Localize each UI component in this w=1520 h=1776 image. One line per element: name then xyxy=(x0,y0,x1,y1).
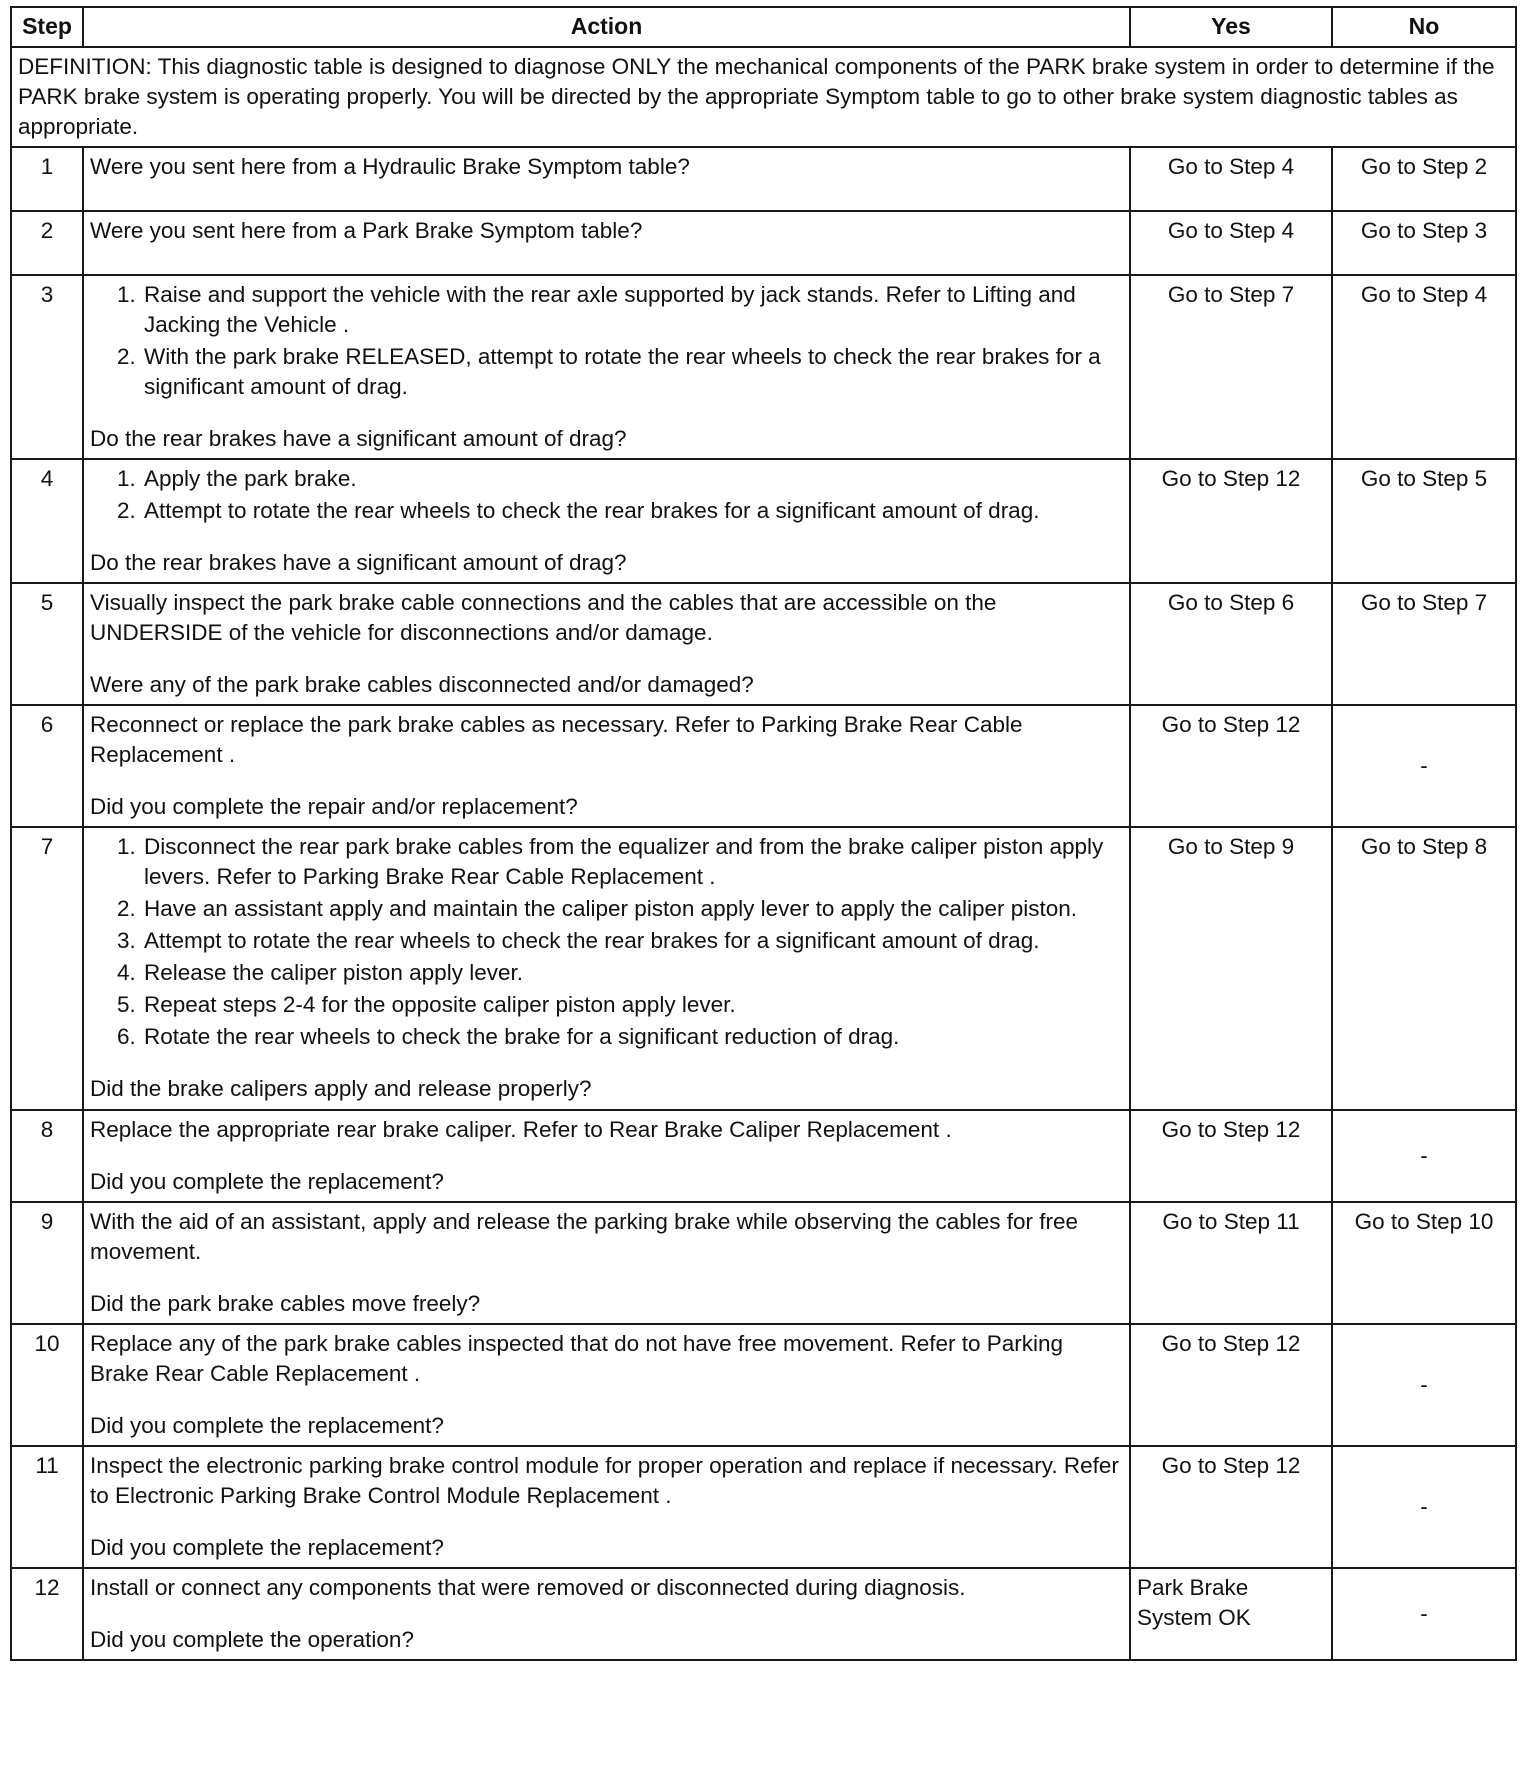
header-yes: Yes xyxy=(1130,7,1332,47)
step-number: 5 xyxy=(11,583,83,705)
step-number: 8 xyxy=(11,1110,83,1202)
procedure-list xyxy=(90,464,1123,526)
table-row xyxy=(11,827,1516,1110)
table-row xyxy=(11,1568,1516,1660)
step-number: 3 xyxy=(11,275,83,459)
table-row xyxy=(11,1446,1516,1568)
no-result: - xyxy=(1332,1110,1516,1202)
procedure-list xyxy=(90,832,1123,1052)
action-instruction: Install or connect any components that were removed or disconnected during diagnosis. xyxy=(90,1575,966,1600)
table-row xyxy=(11,459,1516,583)
yes-result: Go to Step 4 xyxy=(1130,211,1332,275)
action-instruction: Reconnect or replace the park brake cables as necessary. Refer to Parking Brake Rear Cable Replacement . xyxy=(90,712,1023,767)
table-row xyxy=(11,1110,1516,1202)
no-result: Go to Step 5 xyxy=(1332,459,1516,583)
action-cell xyxy=(83,1324,1130,1446)
action-question: Did you complete the replacement? xyxy=(90,1169,444,1194)
action-cell xyxy=(83,1202,1130,1324)
no-result: - xyxy=(1332,1568,1516,1660)
step-number: 10 xyxy=(11,1324,83,1446)
yes-result: Go to Step 11 xyxy=(1130,1202,1332,1324)
procedure-item: 3. Attempt to rotate the rear wheels to check the rear brakes for a significant amount of drag. xyxy=(142,926,1123,956)
yes-result: Go to Step 7 xyxy=(1130,275,1332,459)
table-row xyxy=(11,583,1516,705)
yes-result: Go to Step 12 xyxy=(1130,705,1332,827)
table-row xyxy=(11,1202,1516,1324)
action-cell xyxy=(83,827,1130,1110)
yes-result: Go to Step 12 xyxy=(1130,1110,1332,1202)
action-cell xyxy=(83,583,1130,705)
yes-result: Go to Step 12 xyxy=(1130,1324,1332,1446)
step-number: 9 xyxy=(11,1202,83,1324)
procedure-item: 4. Release the caliper piston apply lever. xyxy=(142,958,1123,988)
action-question: Did you complete the repair and/or replacement? xyxy=(90,794,578,819)
action-cell xyxy=(83,275,1130,459)
action-question: Were you sent here from a Hydraulic Brake Symptom table? xyxy=(90,154,690,179)
action-cell xyxy=(83,1110,1130,1202)
yes-result: Go to Step 12 xyxy=(1130,1446,1332,1568)
action-question: Did the park brake cables move freely? xyxy=(90,1291,481,1316)
no-result: Go to Step 10 xyxy=(1332,1202,1516,1324)
step-number: 1 xyxy=(11,147,83,211)
procedure-item: 6. Rotate the rear wheels to check the brake for a significant reduction of drag. xyxy=(142,1022,1123,1052)
action-cell xyxy=(83,1446,1130,1568)
procedure-item: 1. Apply the park brake. xyxy=(142,464,1123,494)
no-result: - xyxy=(1332,1324,1516,1446)
procedure-item: 2. Attempt to rotate the rear wheels to check the rear brakes for a significant amount of drag. xyxy=(142,496,1123,526)
header-no: No xyxy=(1332,7,1516,47)
action-instruction: Replace the appropriate rear brake caliper. Refer to Rear Brake Caliper Replacement . xyxy=(90,1117,952,1142)
procedure-item: 5. Repeat steps 2-4 for the opposite caliper piston apply lever. xyxy=(142,990,1123,1020)
yes-result: Go to Step 12 xyxy=(1130,459,1332,583)
action-question: Did you complete the operation? xyxy=(90,1627,414,1652)
action-cell xyxy=(83,1568,1130,1660)
action-question: Did you complete the replacement? xyxy=(90,1535,444,1560)
yes-result: Go to Step 4 xyxy=(1130,147,1332,211)
table-row xyxy=(11,705,1516,827)
procedure-item: 2. Have an assistant apply and maintain the caliper piston apply lever to apply the caliper piston. xyxy=(142,894,1123,924)
step-number: 2 xyxy=(11,211,83,275)
definition-text: DEFINITION: This diagnostic table is designed to diagnose ONLY the mechanical components of the PARK brake system in order to determine if the PARK brake system is operating properly. You will be directed by the appropriate Symptom table to go to other brake system diagnostic tables as appropriate. xyxy=(11,47,1516,147)
action-cell xyxy=(83,459,1130,583)
header-row xyxy=(11,7,1516,47)
no-result: Go to Step 8 xyxy=(1332,827,1516,1110)
action-instruction: Visually inspect the park brake cable connections and the cables that are accessible on the UNDERSIDE of the vehicle for disconnections and/or damage. xyxy=(90,590,997,645)
procedure-item: 2. With the park brake RELEASED, attempt to rotate the rear wheels to check the rear brakes for a significant amount of drag. xyxy=(142,342,1123,402)
step-number: 12 xyxy=(11,1568,83,1660)
no-result: - xyxy=(1332,1446,1516,1568)
no-result: - xyxy=(1332,705,1516,827)
action-instruction: With the aid of an assistant, apply and release the parking brake while observing the cables for free movement. xyxy=(90,1209,1079,1264)
diagnostic-table xyxy=(10,6,1517,1661)
header-step: Step xyxy=(11,7,83,47)
action-cell xyxy=(83,211,1130,275)
action-cell xyxy=(83,147,1130,211)
table-row xyxy=(11,147,1516,211)
no-result: Go to Step 3 xyxy=(1332,211,1516,275)
no-result: Go to Step 7 xyxy=(1332,583,1516,705)
action-question: Do the rear brakes have a significant amount of drag? xyxy=(90,550,627,575)
action-question: Did the brake calipers apply and release properly? xyxy=(90,1076,592,1101)
action-cell xyxy=(83,705,1130,827)
table-row xyxy=(11,1324,1516,1446)
table-row xyxy=(11,275,1516,459)
action-question: Were any of the park brake cables disconnected and/or damaged? xyxy=(90,672,754,697)
procedure-item: 1. Disconnect the rear park brake cables from the equalizer and from the brake caliper piston apply levers. Refer to Parking Brake Rear Cable Replacement . xyxy=(142,832,1123,892)
action-instruction: Replace any of the park brake cables inspected that do not have free movement. Refer to Parking Brake Rear Cable Replacement . xyxy=(90,1331,1064,1386)
no-result: Go to Step 4 xyxy=(1332,275,1516,459)
yes-result: Park Brake System OK xyxy=(1130,1568,1332,1660)
no-result: Go to Step 2 xyxy=(1332,147,1516,211)
definition-row xyxy=(11,47,1516,147)
header-action: Action xyxy=(83,7,1130,47)
step-number: 7 xyxy=(11,827,83,1110)
step-number: 4 xyxy=(11,459,83,583)
table-row xyxy=(11,211,1516,275)
procedure-item: 1. Raise and support the vehicle with the rear axle supported by jack stands. Refer to Lifting and Jacking the Vehicle . xyxy=(142,280,1123,340)
yes-result: Go to Step 9 xyxy=(1130,827,1332,1110)
action-question: Did you complete the replacement? xyxy=(90,1413,444,1438)
step-number: 6 xyxy=(11,705,83,827)
step-number: 11 xyxy=(11,1446,83,1568)
action-question: Do the rear brakes have a significant amount of drag? xyxy=(90,426,627,451)
yes-result: Go to Step 6 xyxy=(1130,583,1332,705)
procedure-list xyxy=(90,280,1123,402)
action-question: Were you sent here from a Park Brake Symptom table? xyxy=(90,218,643,243)
action-instruction: Inspect the electronic parking brake control module for proper operation and replace if necessary. Refer to Electronic Parking Brake Control Module Replacement . xyxy=(90,1453,1119,1508)
